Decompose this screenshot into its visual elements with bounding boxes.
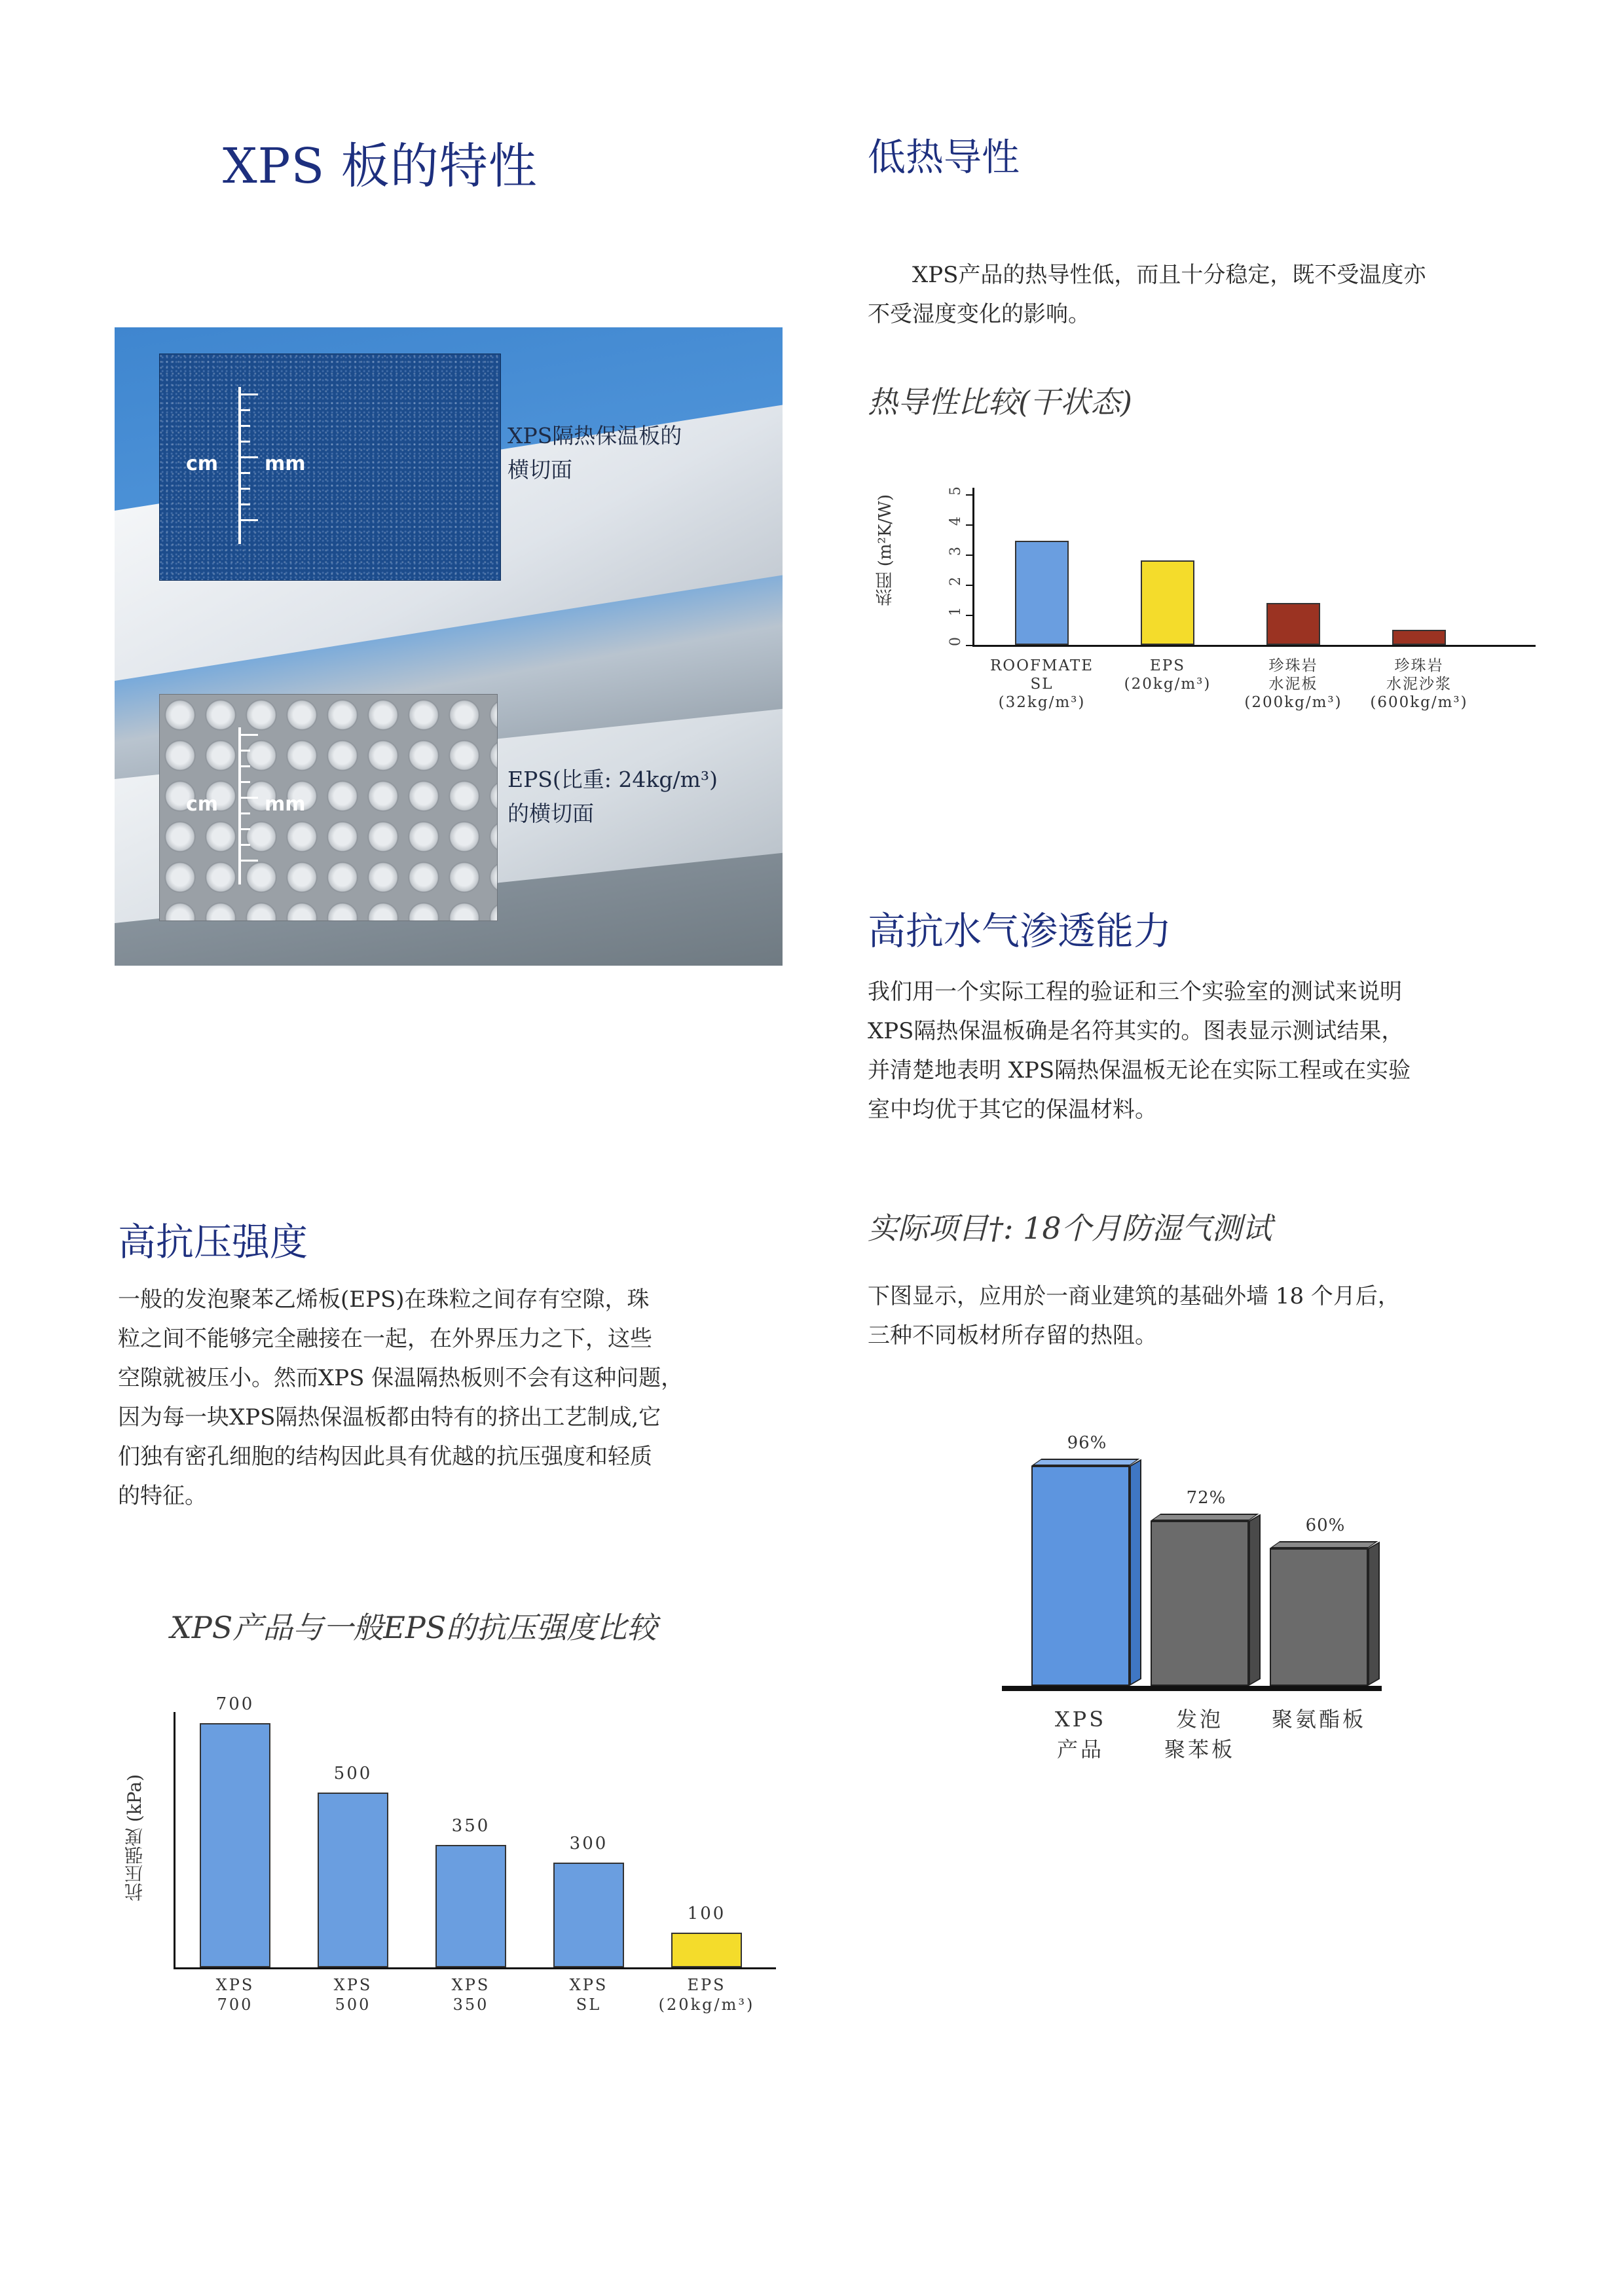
thermal-paragraph: XPS产品的热导性低，而且十分稳定，既不受温度亦 不受湿度变化的影响。 xyxy=(868,262,1426,327)
compression-category-line: XPS xyxy=(333,1976,373,1994)
vapor-bar-side-1 xyxy=(1249,1514,1261,1686)
thermal-category-line: SL xyxy=(1030,676,1054,693)
thermal-category-line: 珍珠岩 xyxy=(1268,657,1318,674)
thermal-category-label-0 xyxy=(976,657,1108,712)
vapor-bar-side-2 xyxy=(1368,1542,1380,1686)
compression-category-label-0 xyxy=(174,1975,297,2014)
thermal-category-label-2 xyxy=(1227,657,1359,712)
xps-cm-label: cm xyxy=(186,452,219,475)
compression-category-label-4 xyxy=(645,1975,768,2014)
compression-bar-2 xyxy=(435,1845,506,1967)
compression-category-label-3 xyxy=(527,1975,650,2014)
thermal-bar-2 xyxy=(1266,603,1320,645)
vapor-bar-top-1 xyxy=(1151,1514,1259,1521)
compression-category-line: EPS xyxy=(687,1976,726,1994)
compression-category-label-1 xyxy=(291,1975,415,2014)
thermal-category-label-1 xyxy=(1101,657,1234,693)
vapor-heading: 高抗水气渗透能力 xyxy=(868,909,1172,953)
page-title: XPS 板的特性 xyxy=(223,138,538,194)
thermal-y-tick-mark-4 xyxy=(966,524,972,526)
thermal-y-tick-3: 3 xyxy=(948,547,964,556)
vapor-category-line: 产品 xyxy=(1056,1737,1104,1762)
compression-y-axis-label: 抗压强度 (kPa) xyxy=(124,1774,145,1901)
thermal-y-tick-2: 2 xyxy=(948,577,964,586)
vapor-category-line: XPS xyxy=(1054,1707,1107,1732)
vapor-category-line: 聚苯板 xyxy=(1164,1737,1235,1762)
compression-bar-1 xyxy=(318,1793,388,1967)
thermal-chart xyxy=(868,471,1542,733)
compression-bar-3 xyxy=(553,1863,624,1967)
compression-chart xyxy=(118,1689,799,2043)
xps-caption: XPS隔热保温板的 横切面 xyxy=(507,423,682,483)
compression-x-axis xyxy=(174,1967,776,1969)
eps-cm-label: cm xyxy=(186,793,219,816)
vapor-bar-1 xyxy=(1151,1521,1249,1686)
compression-category-line: 500 xyxy=(335,1995,371,2014)
vapor-category-label-0 xyxy=(1012,1704,1149,1764)
compression-value-label-4: 100 xyxy=(687,1903,726,1923)
vapor-value-label-1: 72% xyxy=(1186,1488,1227,1508)
compression-paragraph: 一般的发泡聚苯乙烯板(EPS)在珠粒之间存有空隙，珠 粒之间不能够完全融接在一起，在外界压力之下，这些 空隙就被压小。然而XPS 保温隔热板则不会有这种问题， 因为每一块XPS隔热保温板都由特有的挤出工艺制成,它 们独有密孔细胞的结构因此具有优越的抗压强度和轻质 的特征。 xyxy=(118,1286,684,1509)
thermal-y-axis xyxy=(972,488,974,645)
compression-category-label-2 xyxy=(409,1975,532,2014)
thermal-y-tick-mark-5 xyxy=(966,494,972,496)
vapor-bar-top-2 xyxy=(1270,1541,1378,1548)
vapor-value-label-2: 60% xyxy=(1305,1516,1346,1535)
compression-chart-title: XPS产品与一般EPS的抗压强度比较 xyxy=(170,1610,657,1645)
vapor-chart xyxy=(995,1408,1401,1774)
compression-category-line: 700 xyxy=(217,1995,253,2014)
cross-section-photo xyxy=(115,327,783,966)
compression-bar-0 xyxy=(200,1723,270,1967)
vapor-category-line: 发泡 xyxy=(1175,1707,1223,1732)
thermal-category-line: 珍珠岩 xyxy=(1394,657,1444,674)
thermal-bar-3 xyxy=(1392,630,1446,645)
eps-caption: EPS(比重: 24kg/m³) 的横切面 xyxy=(507,767,718,826)
thermal-x-axis xyxy=(972,645,1536,647)
compression-value-label-2: 350 xyxy=(451,1816,490,1836)
eps-mm-label: mm xyxy=(265,793,306,816)
vapor-category-label-2 xyxy=(1250,1704,1388,1734)
vapor-sub-paragraph: 下图显示，应用於一商业建筑的基础外墙 18 个月后， 三种不同板材所存留的热阻。 xyxy=(868,1283,1400,1349)
vapor-bar-0 xyxy=(1031,1466,1130,1686)
xps-mm-label: mm xyxy=(265,452,306,475)
vapor-bar-2 xyxy=(1270,1548,1368,1686)
vapor-bar-top-0 xyxy=(1031,1459,1139,1466)
thermal-y-axis-label: 热阻 (m²K/W) xyxy=(876,494,895,606)
thermal-bar-0 xyxy=(1015,541,1069,645)
xps-cross-section-sample xyxy=(159,354,501,581)
vapor-category-label-1 xyxy=(1131,1704,1268,1764)
compression-category-line: SL xyxy=(576,1995,602,2014)
compression-value-label-3: 300 xyxy=(569,1834,608,1853)
vapor-x-axis xyxy=(1002,1686,1382,1691)
thermal-y-tick-mark-0 xyxy=(966,645,972,646)
thermal-category-line: ROOFMATE xyxy=(989,657,1094,674)
vapor-paragraph: 我们用一个实际工程的验证和三个实验室的测试来说明 XPS隔热保温板确是名符其实的。图表显示测试结果， 并清楚地表明 XPS隔热保温板无论在实际工程或在实验 室中均优于其它的保温材料。 xyxy=(868,979,1411,1123)
compression-value-label-0: 700 xyxy=(215,1694,255,1714)
compression-category-line: XPS xyxy=(569,1976,608,1994)
thermal-y-tick-5: 5 xyxy=(948,486,964,496)
thermal-category-line: 水泥沙浆 xyxy=(1386,676,1452,693)
thermal-y-tick-mark-2 xyxy=(966,585,972,586)
thermal-category-line: EPS xyxy=(1149,657,1186,674)
compression-heading: 高抗压强度 xyxy=(118,1220,308,1264)
thermal-y-tick-0: 0 xyxy=(948,637,964,646)
thermal-y-tick-mark-1 xyxy=(966,615,972,616)
vapor-category-line: 聚氨酯板 xyxy=(1271,1707,1366,1732)
eps-cross-section-sample xyxy=(159,694,498,921)
compression-category-line: XPS xyxy=(215,1976,255,1994)
compression-category-line: 350 xyxy=(452,1995,489,2014)
thermal-category-label-3 xyxy=(1353,657,1485,712)
vapor-value-label-0: 96% xyxy=(1067,1433,1107,1453)
thermal-heading: 低热导性 xyxy=(868,135,1020,179)
vapor-bar-side-0 xyxy=(1130,1459,1141,1686)
thermal-chart-title: 热导性比较(干状态) xyxy=(868,384,1132,420)
compression-y-axis xyxy=(174,1712,175,1967)
thermal-category-line: (200kg/m³) xyxy=(1244,694,1342,711)
compression-category-line: (20kg/m³) xyxy=(658,1995,755,2014)
vapor-sub-heading: 实际项目†: 18个月防湿气测试 xyxy=(868,1211,1272,1246)
compression-value-label-1: 500 xyxy=(333,1764,373,1784)
thermal-bar-1 xyxy=(1141,560,1194,645)
thermal-category-line: 水泥板 xyxy=(1268,676,1318,693)
thermal-category-line: (20kg/m³) xyxy=(1124,676,1211,693)
thermal-y-tick-4: 4 xyxy=(948,517,964,526)
compression-category-line: XPS xyxy=(451,1976,490,1994)
thermal-y-tick-mark-3 xyxy=(966,555,972,556)
thermal-y-tick-1: 1 xyxy=(948,607,964,616)
thermal-category-line: (600kg/m³) xyxy=(1370,694,1468,711)
thermal-category-line: (32kg/m³) xyxy=(998,694,1086,711)
compression-bar-4 xyxy=(671,1933,742,1967)
